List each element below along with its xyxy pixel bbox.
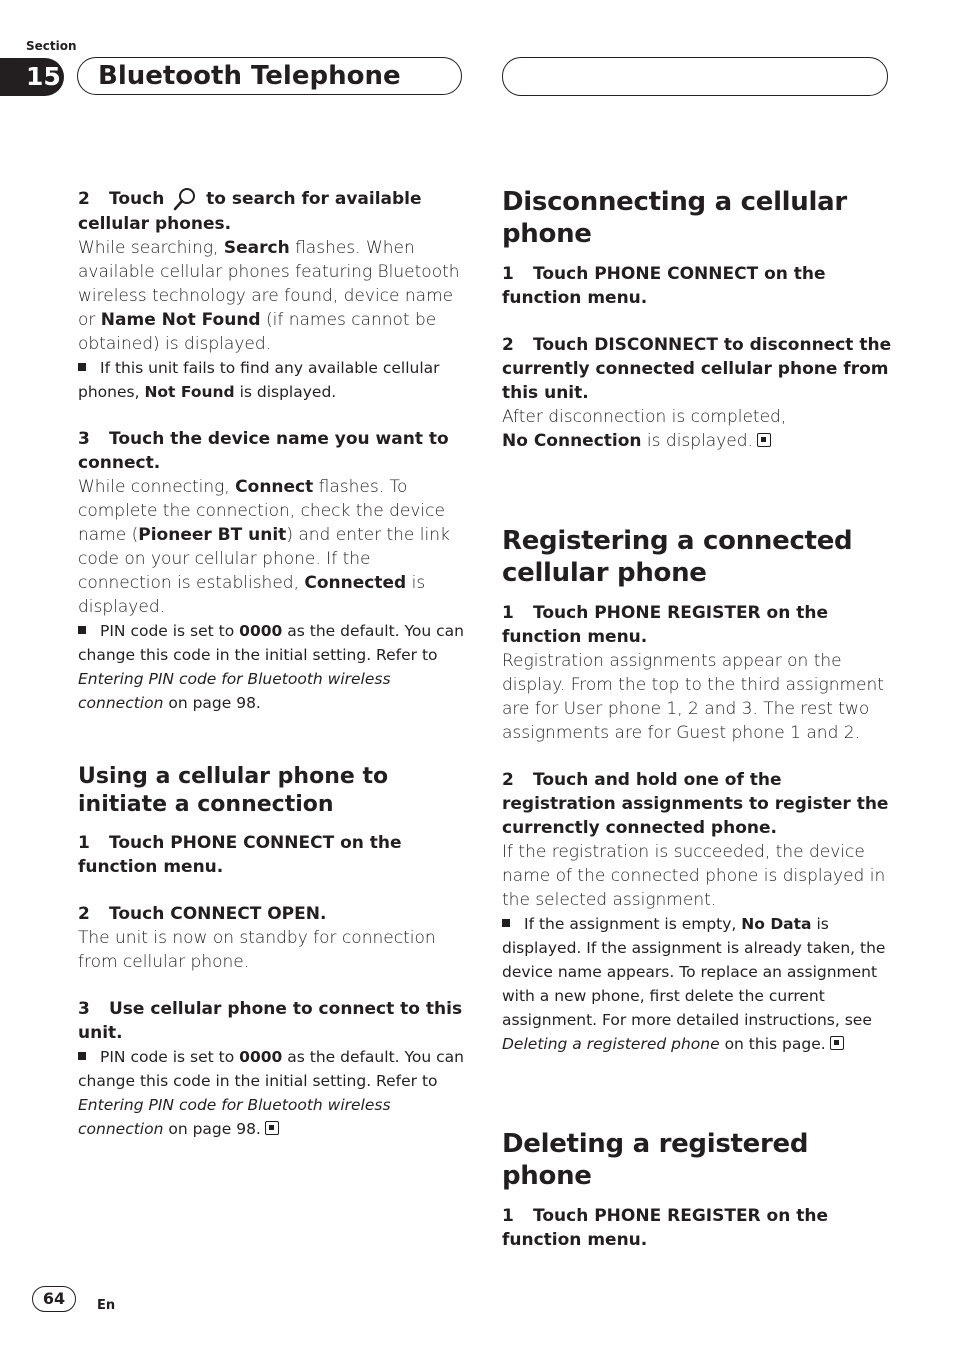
end-mark-icon [265, 1121, 279, 1135]
bullet-square-icon [78, 1052, 86, 1060]
search-icon [172, 186, 198, 212]
register-note: If the assignment is empty, No Data is displayed. If the assignment is already taken, the device name appears. To replace an assignment with a new phone, first delete the current assignment. For more detailed instructions, see Deleting a registered phone on this page. [502, 915, 886, 1053]
using-step-3: 3 Use cellular phone to connect to this unit. [78, 999, 463, 1043]
search-note: If this unit fails to find any available cellular phones, Not Found is displayed. [78, 359, 440, 401]
disconnect-step-1: 1 Touch PHONE CONNECT on the function menu. [502, 264, 826, 308]
page-number: 64 [32, 1286, 76, 1312]
end-mark-icon [757, 433, 771, 447]
pin-note: PIN code is set to 0000 as the default. You can change this code in the initial setting. Refer to Entering PIN code for Bluetooth wireless connection on page 98. [78, 622, 464, 712]
section-number: 15 [0, 58, 64, 96]
header-right-box [502, 57, 888, 96]
language-label: En [97, 1298, 116, 1313]
disconnect-step-2: 2 Touch DISCONNECT to disconnect the currently connected cellular phone from this unit. [502, 335, 892, 403]
step-device-name: 3 Touch the device name you want to connect. [78, 429, 449, 473]
search-body: While searching, Search flashes. When available cellular phones featuring Bluetooth wireless technology are found, device name or Name Not Found (if names cannot be obtained) is displayed. [78, 238, 460, 354]
section-label: Section [26, 39, 77, 53]
disconnect-body: After disconnection is completed, No Connection is displayed. [502, 407, 787, 451]
step-search: 2 Touch to search for available cellular phones. [78, 186, 466, 236]
section-title: Bluetooth Telephone [77, 57, 462, 95]
heading-using-phone: Using a cellular phone to initiate a connection [78, 764, 389, 817]
using-step-1: 1 Touch PHONE CONNECT on the function menu. [78, 833, 402, 877]
register-step-2-body: If the registration is succeeded, the device name of the connected phone is displayed in the selected assignment. [502, 842, 886, 910]
device-name-body: While connecting, Connect flashes. To complete the connection, check the device name (Pioneer BT unit) and enter the link code on your cellular phone. If the connection is established, Connected is displayed. [78, 477, 450, 617]
left-column [78, 186, 466, 1141]
right-column [502, 186, 894, 1252]
bullet-square-icon [502, 919, 510, 927]
register-step-1-body: Registration assignments appear on the display. From the top to the third assignment are for User phone 1, 2 and 3. The rest two assignments are for Guest phone 1 and 2. [502, 651, 884, 743]
using-step-2-body: The unit is now on standby for connection from cellular phone. [78, 928, 436, 972]
using-step-2: 2 Touch CONNECT OPEN. [78, 904, 327, 924]
register-step-2: 2 Touch and hold one of the registration assignments to register the currenctly connected phone. [502, 770, 889, 838]
delete-step-1: 1 Touch PHONE REGISTER on the function menu. [502, 1206, 829, 1250]
using-pin-note: PIN code is set to 0000 as the default. You can change this code in the initial setting. Refer to Entering PIN code for Bluetooth wireless connection on page 98. [78, 1048, 464, 1138]
heading-disconnecting: Disconnecting a cellular phone [502, 187, 847, 249]
heading-deleting: Deleting a registered phone [502, 1129, 809, 1191]
bullet-square-icon [78, 626, 86, 634]
end-mark-icon [830, 1036, 844, 1050]
heading-registering: Registering a connected cellular phone [502, 526, 853, 588]
register-step-1: 1 Touch PHONE REGISTER on the function menu. [502, 603, 829, 647]
bullet-square-icon [78, 363, 86, 371]
